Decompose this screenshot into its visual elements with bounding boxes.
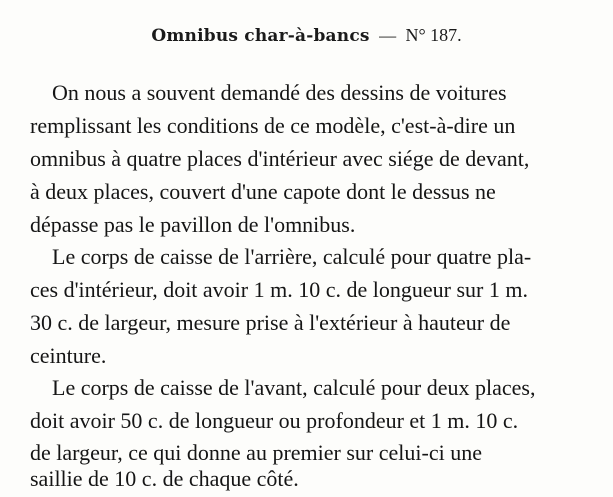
paragraph-3-line-2: doit avoir 50 c. de longueur ou profondeur et 1 m. 10 c. (30, 408, 519, 433)
heading-separator: — (379, 26, 397, 45)
heading-number: N° 187. (405, 25, 462, 45)
paragraph-2-line-2: ces d'intérieur, doit avoir 1 m. 10 c. de longueur sur 1 m. (30, 277, 528, 302)
paragraph-3-line-3: de largeur, ce qui donne au premier sur celui-ci une (30, 440, 482, 465)
paragraph-1-line-1: On nous a souvent demandé des dessins de voitures (52, 80, 507, 105)
paragraph-1-line-5: dépasse pas le pavillon de l'omnibus. (30, 212, 356, 237)
paragraph-1-line-4: à deux places, couvert d'une capote dont le dessus ne (30, 179, 496, 204)
paragraph-2-line-4: ceinture. (30, 343, 107, 368)
paragraph-2-line-3: 30 c. de largeur, mesure prise à l'extérieur à hauteur de (30, 310, 511, 335)
paragraph-1-line-2: remplissant les conditions de ce modèle, c'est-à-dire un (30, 113, 516, 138)
paragraph-2-line-1: Le corps de caisse de l'arrière, calculé pour quatre pla- (52, 244, 532, 269)
paragraph-1-line-3: omnibus à quatre places d'intérieur avec siége de devant, (30, 146, 530, 171)
heading-title: Omnibus char-à-bancs (151, 26, 370, 46)
paragraph-3-line-4: saillie de 10 c. de chaque côté. (30, 466, 299, 491)
heading (0, 24, 613, 47)
paragraph-3-line-1: Le corps de caisse de l'avant, calculé pour deux places, (52, 375, 536, 400)
